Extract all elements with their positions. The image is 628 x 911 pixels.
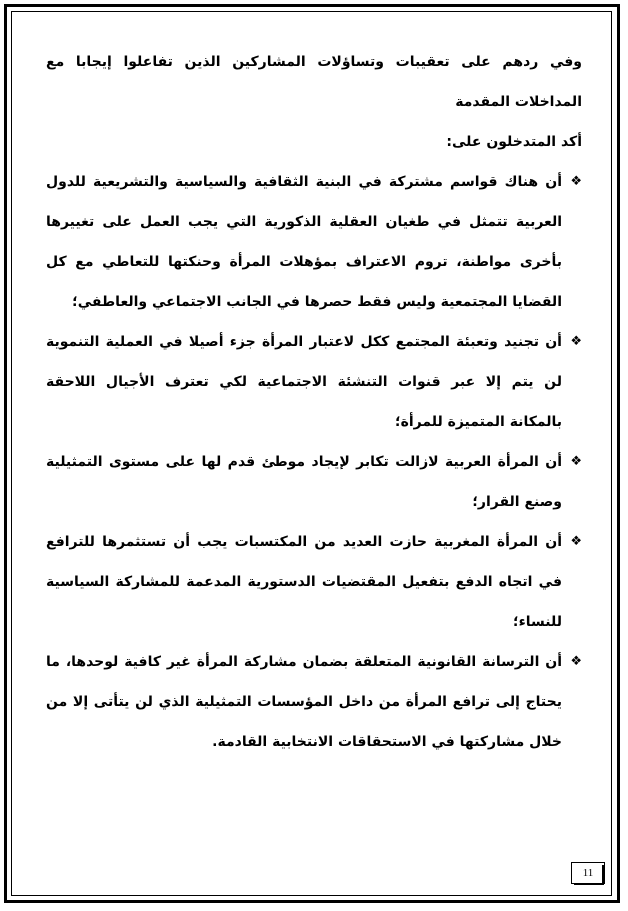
list-item [46,442,582,522]
document-body [46,42,582,762]
page-number: 11 [571,862,605,884]
diamond-dots-icon: ❖ [570,454,582,469]
list-item [46,162,582,322]
list-item [46,522,582,642]
list-item [46,322,582,442]
list-item-text: أن هناك قواسم مشتركة في البنية الثقافية والسياسية والتشريعية للدول العربية تتمثل في طغيان العقلية الذكورية التي يجب العمل على تغييرها بأخرى مواطنة، تروم الاعتراف بمؤهلات المرأة وحنكتها للتعاطي مع كل القضايا المجتمعية وليس فقط حصرها في الجانب الاجتماعي والعاطفي؛ [46,174,562,310]
list-item [46,642,582,762]
list-item-text: أن تجنيد وتعبئة المجتمع ككل لاعتبار المرأة جزء أصيلا في العملية التنموية لن يتم إلا عبر قنوات التنشئة الاجتماعية لكي تعترف الأجيال اللاحقة بالمكانة المتميزة للمرأة؛ [46,334,562,430]
intro-line-1: وفي ردهم على تعقيبات وتساؤلات المشاركين الذين تفاعلوا إيجابا مع المداخلات المقدمة [46,54,582,110]
diamond-dots-icon: ❖ [570,334,582,349]
list-item-text: أن المرأة العربية لازالت تكابر لإيجاد موطئ قدم لها على مستوى التمثيلية وصنع القرار؛ [46,454,562,510]
intro-line-2: أكد المتدخلون على: [446,134,582,150]
list-item-text: أن المرأة المغربية حازت العديد من المكتسبات يجب أن تستثمرها للترافع في اتجاه الدفع بتفعيل المقتضيات الدستورية المدعمة للمشاركة السياسية للنساء؛ [46,534,562,630]
diamond-dots-icon: ❖ [570,534,582,549]
diamond-dots-icon: ❖ [570,174,582,189]
diamond-dots-icon: ❖ [570,654,582,669]
list-item-text: أن الترسانة القانونية المتعلقة بضمان مشاركة المرأة غير كافية لوحدها، ما يحتاج إلى ترافع المرأة من داخل المؤسسات التمثيلية الذي لن يتأتى إلا من خلال مشاركتها في الاستحقاقات الانتخابية القادمة. [46,654,562,750]
